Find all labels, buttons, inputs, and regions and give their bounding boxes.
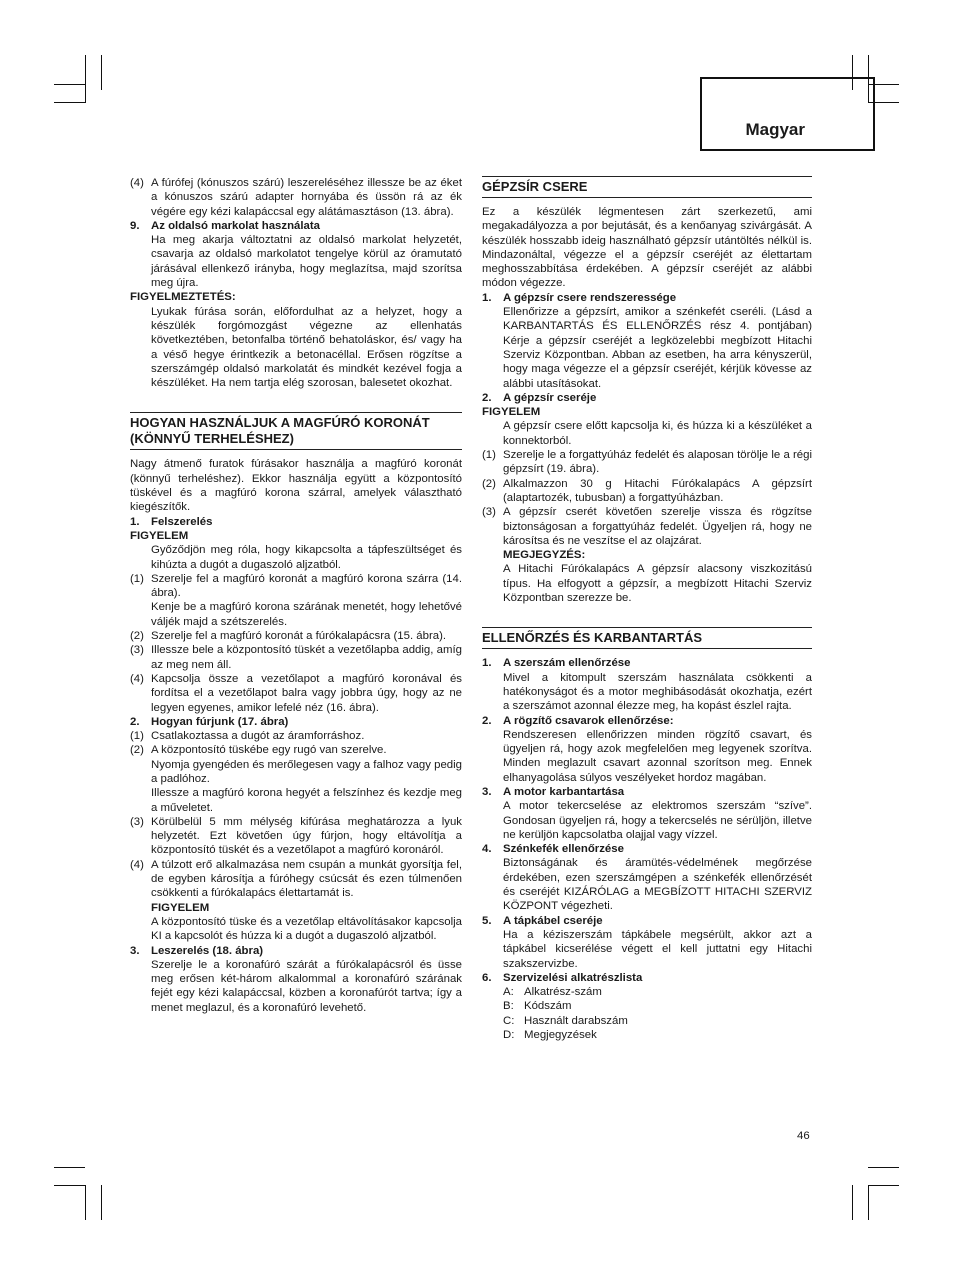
warning-label: FIGYELMEZTETÉS: <box>130 291 236 304</box>
list-item: (1) Szerelje fel a magfúró koronát a magfúró korona szárra (14. ábra). <box>130 572 462 600</box>
paragraph: Ez a készülék légmentesen zárt szerkezetű, ami megakadályozza a por bejutását, és a kenőanyag szivárgását. A készülék hosszabb ideig használható gépzsír utántöltés nélkül is. Mindazonáltal, végezze el a gépzsír cseréjét az élettartam meghosszabbítása érdekében. A gépzsír cseréjét az alábbi módon végezze. <box>482 206 812 290</box>
caution-label: FIGYELEM <box>482 406 541 419</box>
paragraph: Ha a kéziszerszám tápkábele megsérült, akkor azt a tápkábel kicserélése végett el kell juttatni egy Hitachi szakszervizbe. <box>503 928 812 970</box>
subsection-title: 6. Szervizelési alkatrészlista <box>482 971 643 984</box>
list-item: (4) Kapcsolja össze a vezetőlapot a magfúró koronával és fordítsa el a vezetőlapot balra vagy jobbra úgy, hogy az ne legyen egyenes, amikor lefelé néz (16. ábra). <box>130 672 462 714</box>
subsection-title: 4. Szénkefék ellenőrzése <box>482 843 624 856</box>
crop-mark <box>54 102 85 103</box>
s2-list <box>130 729 462 901</box>
crop-mark <box>101 55 102 90</box>
list-item: Nyomja gyengéden és merőlegesen vagy a falhoz vagy pedig a padlóhoz. <box>151 758 462 785</box>
paragraph: Ellenőrizze a gépzsírt, amikor a szénkefét cseréli. (Lásd a KARBANTARTÁS ÉS ELLENŐRZÉS rész 4. pontjában) Kérje a gépzsír cseréjét a legközelebbi megbízott Hitachi Szerviz Központban. Abban az esetben, ha arra kényszerül, hogy maga végezze el a gépzsír cseréjét, kérjük kövesse az alábbi utasításokat. <box>503 306 812 390</box>
list-item: (4) A túlzott erő alkalmazása nem csupán a munkát gyorsítja fel, de egyben károsítja a fúróhegy csúcsát és ezen túlmenően csökkenti a fúrókalapács élettartamát is. <box>130 858 462 900</box>
list-item: (2) Szerelje fel a magfúró koronát a fúrókalapácsra (15. ábra). <box>130 630 447 643</box>
paragraph: A motor tekercselése az elektromos szerszám “szíve”. Gondosan ügyeljen rá, hogy a tekercselés ne sérüljön, illetve ne kerüljön kapcsolatba olajjal vagy vízzel. <box>503 800 812 841</box>
paragraph: Nagy átmenő furatok fúrásakor használja a magfúró koronát (könnyű terheléshez). Ekkor használja együtt a központosító tüskével és a magfúró korona szárral, amelyek választható kiegészítők. <box>130 458 462 514</box>
paragraph: Szerelje le a koronafúró szárát a fúrókalapácsról és üsse meg erősen két-három alkalommal a koronafúró szárának fejét egy kézi kalapáccsal, közben a koronafúrót tartva; így a menet meglazul, és a koronafúró levehető. <box>151 958 462 1014</box>
section-heading: ELLENŐRZÉS ÉS KARBANTARTÁS <box>482 627 812 649</box>
list-item: B: Kódszám <box>503 1000 572 1013</box>
list-item: (3) Illessze bele a központosító tüskét a vezetőlapba addig, amíg az meg nem áll. <box>130 644 462 671</box>
paragraph: Rendszeresen ellenőrizzen minden rögzítő csavart, és ügyeljen rá, hogy azok megfelelően meg legyenek szorítva. Minden meglazult csavart azonnal szorítson meg. Ennek elhanyagolása súlyos veszélyeket hordoz magában. <box>503 728 812 784</box>
subsection-title: 2. A rögzítő csavarok ellenőrzése: <box>482 714 674 727</box>
list-item: (1) Szerelje le a forgattyúház fedelét és alaposan törölje le a régi gépzsírt (19. ábra). <box>482 449 812 476</box>
list-item: Kenje be a magfúró korona szárának menetét, hogy lehetővé váljék majd a szétszerelés. <box>151 601 462 628</box>
list-item: (2) A központosító tüskébe egy rugó van szerelve. <box>130 744 387 757</box>
caution-text: A gépzsír csere előtt kapcsolja ki, és húzza ki a készüléket a konnektorból. <box>503 420 812 447</box>
language-tab <box>700 77 875 151</box>
maintenance-list <box>482 656 812 985</box>
list-item: (3) A gépzsír cserét követően szerelje vissza és rögzítse biztonságosan a forgattyúház fedelét. Ügyeljen rá, hogy ne károsítsa és ne veszítse el az olajzárat. <box>482 506 812 547</box>
crop-mark <box>101 1185 102 1220</box>
subsection-title: 2. Hogyan fúrjunk (17. ábra) <box>130 715 289 728</box>
crop-mark <box>85 55 86 103</box>
left-column <box>130 176 462 1015</box>
crop-mark <box>852 1185 853 1220</box>
subsection-title: 3. Leszerelés (18. ábra) <box>130 944 264 957</box>
list-item: (4) A fúrófej (kónuszos szárú) leszereléséhez illessze be az éket a kónuszos szárú adapter hornyába és üssön rá az ék végére egy kézi kalapáccsal egy alátámasztáson (13. ábra). <box>130 177 462 218</box>
section-heading: GÉPZSÍR CSERE <box>482 176 812 198</box>
subsection-title: 1. A szerszám ellenőrzése <box>482 657 631 670</box>
list-item: Illessze a magfúró korona hegyét a felszínhez és kezdje meg a műveletet. <box>151 787 462 814</box>
caution-text: Győződjön meg róla, hogy kikapcsolta a tápfeszültséget és kihúzta a dugót a dugaszoló aljzatból. <box>151 544 462 571</box>
crop-mark <box>85 1185 86 1220</box>
subsection-title: 1. Felszerelés <box>130 515 213 528</box>
right-column <box>482 176 812 1042</box>
list-item: C: Használt darabszám <box>503 1014 628 1027</box>
s1-list <box>130 572 462 715</box>
list-item: (1) Csatlakoztassa a dugót az áramforráshoz. <box>130 730 365 743</box>
section-heading: HOGYAN HASZNÁLJUK A MAGFÚRÓ KORONÁT (KÖNNYŰ TERHELÉSHEZ) <box>130 412 462 450</box>
crop-mark <box>54 1167 85 1168</box>
caution-label: FIGYELEM <box>151 901 210 914</box>
list-item: A: Alkatrész-szám <box>503 986 602 999</box>
warning-text: Lyukak fúrása során, előfordulhat az a helyzet, hogy a készülék forgómozgást végezne az ellenhatás következtében, betonfalba történő behatoláskor, és/ vagy ha a véső hegye érintkezik a betonacéllal. Erősen rögzítse a szerszámgép oldalsó markolatát és mindkét kezével fogja a készüléket. Ha nem tartja elég szorosan, balesetet okozhat. <box>151 305 462 390</box>
subsection-title: 2. A gépzsír cseréje <box>482 391 597 404</box>
list-item: D: Megjegyzések <box>503 1029 597 1042</box>
subsection-title: 9. Az oldalsó markolat használata <box>130 219 321 232</box>
crop-mark <box>868 1185 899 1186</box>
caution-label: FIGYELEM <box>130 529 189 542</box>
g2-list <box>482 448 812 548</box>
crop-mark <box>54 84 85 85</box>
crop-mark <box>868 1167 899 1168</box>
language-label: Magyar <box>745 120 805 139</box>
crop-mark <box>868 1185 869 1220</box>
list-item: (2) Alkalmazzon 30 g Hitachi Fúrókalapács A gépzsírt (alaptartozék, tubusban) a forgattyúházban. <box>482 477 812 504</box>
note-label: MEGJEGYZÉS: <box>503 549 586 562</box>
note-text: A Hitachi Fúrókalapács A gépzsír alacsony viszkozitású típus. Ha elfogyott a gépzsír, a megbízott Hitachi Szerviz Központban szerezze be. <box>503 563 812 605</box>
paragraph: Biztonságának és áramütés-védelmének megőrzése érdekében, ezen szerszámgépen a szénkefék ellenőrzését és cseréjét KIZÁRÓLAG a MEGBÍZOTT HITACHI SZERVIZ KÖZPONT végezheti. <box>503 857 812 913</box>
subsection-title: 1. A gépzsír csere rendszeressége <box>482 291 677 304</box>
caution-text: A központosító tüske és a vezetőlap eltávolításakor kapcsolja KI a kapcsolót és húzza ki a dugót a dugaszoló aljzatból. <box>151 915 462 943</box>
list-item: (3) Körülbelül 5 mm mélység kifúrása meghatározza a lyuk helyzetét. Ezt követően úgy fúrjon, hogy eltávolítja a központosító tüskét és a vezetőlapot a magfúró koronáról. <box>130 815 462 857</box>
paragraph: Mivel a kitompult szerszám használata csökkenti a hatékonyságot és a motor meghibásodását okozhatja, ezért a szerszámot azonnal élezze meg, ha kopást észlel rajta. <box>503 671 812 713</box>
subsection-title: 5. A tápkábel cseréje <box>482 914 603 927</box>
paragraph: Ha meg akarja változtatni az oldalsó markolat helyzetét, csavarja az oldalsó markolatot tengelye körül az óramutató járásával ellenkező irányba, hogy meglazítsa, majd szorítsa meg újra. <box>151 234 462 290</box>
page-number: 46 <box>797 1130 810 1142</box>
crop-mark <box>54 1185 85 1186</box>
parts-list <box>482 985 812 1042</box>
subsection-title: 3. A motor karbantartása <box>482 785 625 798</box>
